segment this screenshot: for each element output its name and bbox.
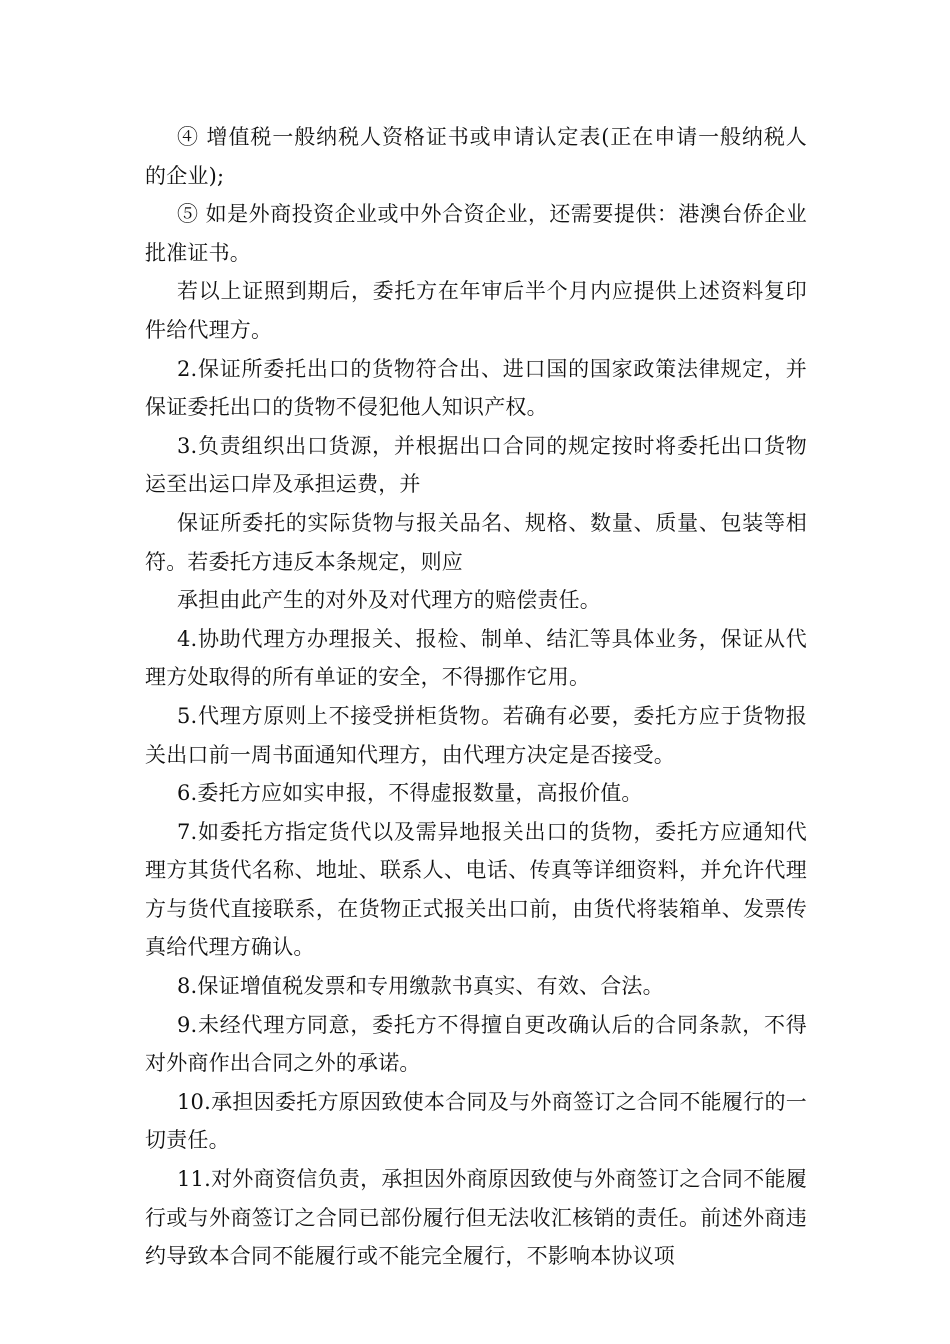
paragraph-clause-10: 10.承担因委托方原因致使本合同及与外商签订之合同不能履行的一切责任。 xyxy=(145,1089,807,1153)
paragraph-clause-3: 3.负责组织出口货源，并根据出口合同的规定按时将委托出口货物运至出运口岸及承担运费，并 xyxy=(145,433,807,497)
paragraph-item-4: ④ 增值税一般纳税人资格证书或申请认定表(正在申请一般纳税人的企业); xyxy=(145,125,807,188)
paragraph-clause-7: 7.如委托方指定货代以及需异地报关出口的货物，委托方应通知代理方其货代名称、地址、联系人、电话、传真等详细资料，并允许代理方与货代直接联系，在货物正式报关出口前，由货代将装箱单、发票传真给代理方确认。 xyxy=(145,819,807,960)
paragraph-clause-9: 9.未经代理方同意，委托方不得擅自更改确认后的合同条款，不得对外商作出合同之外的承诺。 xyxy=(145,1012,807,1076)
paragraph-clause-5: 5.代理方原则上不接受拼柜货物。若确有必要，委托方应于货物报关出口前一周书面通知代理方，由代理方决定是否接受。 xyxy=(145,703,807,767)
paragraph-clause-3-liability: 承担由此产生的对外及对代理方的赔偿责任。 xyxy=(177,588,601,613)
paragraph-clause-4: 4.协助代理方办理报关、报检、制单、结汇等具体业务，保证从代理方处取得的所有单证的安全，不得挪作它用。 xyxy=(145,626,807,690)
paragraph-item-5: ⑤ 如是外商投资企业或中外合资企业，还需要提供：港澳台侨企业批准证书。 xyxy=(145,202,807,265)
paragraph-clause-8: 8.保证增值税发票和专用缴款书真实、有效、合法。 xyxy=(177,974,664,999)
paragraph-clause-11: 11.对外商资信负责，承担因外商原因致使与外商签订之合同不能履行或与外商签订之合同已部份履行但无法收汇核销的责任。前述外商违约导致本合同不能履行或不能完全履行，不影响本协议项 xyxy=(145,1167,807,1269)
paragraph-clause-6: 6.委托方应如实申报，不得虚报数量，高报价值。 xyxy=(177,781,643,806)
paragraph-renewal: 若以上证照到期后，委托方在年审后半个月内应提供上述资料复印件给代理方。 xyxy=(145,279,807,342)
paragraph-clause-2: 2.保证所委托出口的货物符合出、进口国的国家政策法律规定，并保证委托出口的货物不侵犯他人知识产权。 xyxy=(145,356,807,420)
document-body xyxy=(145,118,807,1276)
paragraph-clause-3-continued: 保证所委托的实际货物与报关品名、规格、数量、质量、包装等相符。若委托方违反本条规定，则应 xyxy=(145,510,807,574)
